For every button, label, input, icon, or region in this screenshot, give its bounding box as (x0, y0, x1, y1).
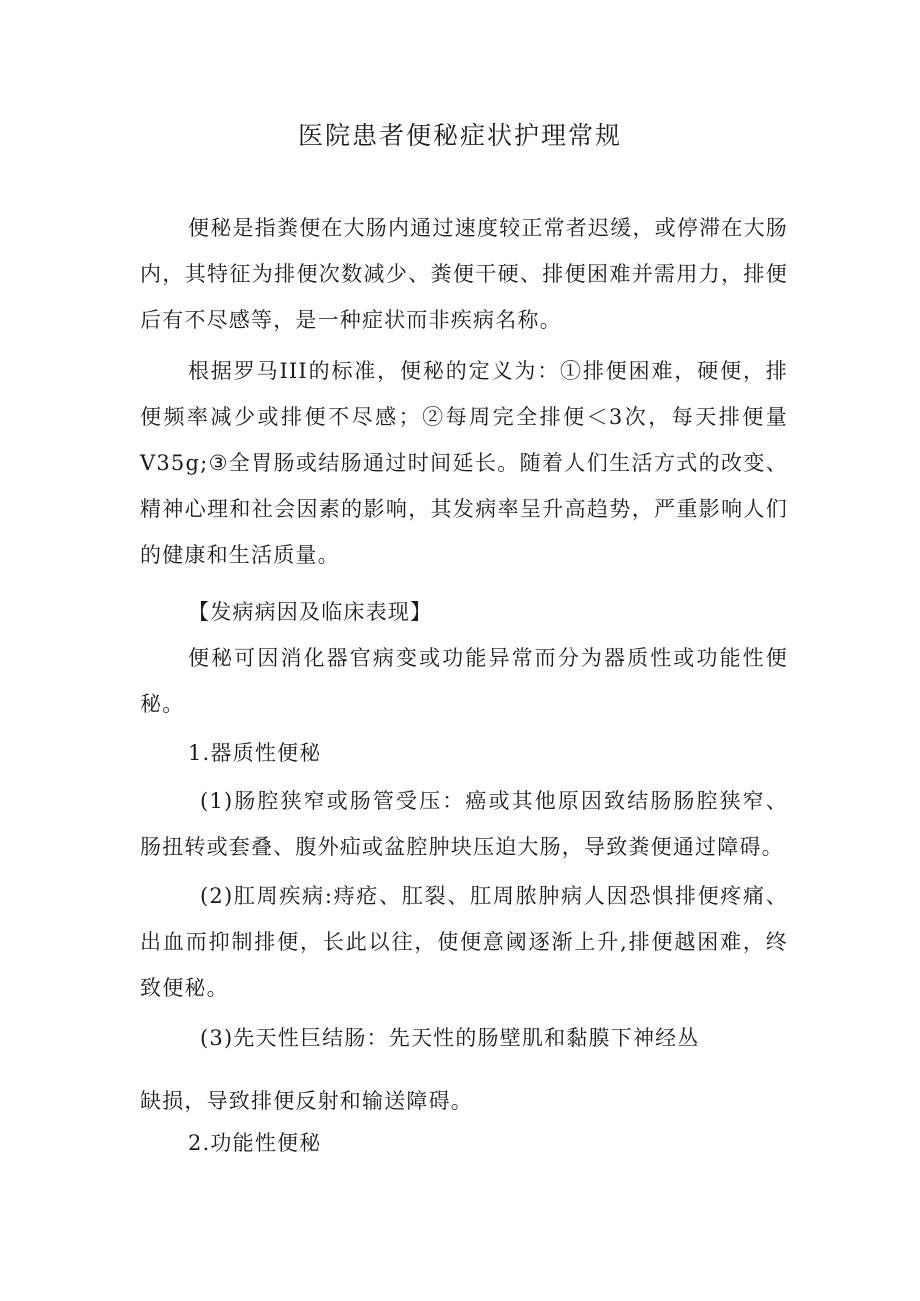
list-item-perianal: (2)肛周疾病:痔疮、肛裂、肛周脓肿病人因恐惧排便疼痛、出血而抑制排便，长此以往，使便意阈逐渐上升,排便越困难，终致便秘。 (140, 884, 788, 1000)
document-title: 医院患者便秘症状护理常规 (297, 121, 622, 150)
section-heading-causes: 【发病病因及临床表现】 (188, 600, 433, 624)
paragraph-definition: 便秘是指粪便在大肠内通过速度较正常者迟缓，或停滞在大肠内，其特征为排便次数减少、粪便干硬、排便困难并需用力，排便后有不尽感等，是一种症状而非疾病名称。 (140, 216, 788, 332)
list-item-stenosis: (1)肠腔狭窄或肠管受压：癌或其他原因致结肠肠腔狭窄、肠扭转或套叠、腹外疝或盆腔肿块压迫大肠，导致粪便通过障碍。 (140, 789, 788, 859)
list-item-megacolon: (3)先天性巨结肠：先天性的肠壁肌和黏膜下神经丛 (200, 1026, 700, 1050)
paragraph-rome-criteria: 根据罗马III的标准，便秘的定义为：①排便困难，硬便，排便频率减少或排便不尽感；②每周完全排便＜3次，每天排便量V35g;③全胃肠或结肠通过时间延长。随着人们生活方式的改变、精神心理和社会因素的影响，其发病率呈升高趋势，严重影响人们的健康和生活质量。 (140, 359, 788, 567)
subheading-functional: 2.功能性便秘 (188, 1131, 322, 1155)
paragraph-classification: 便秘可因消化器官病变或功能异常而分为器质性或功能性便秘。 (140, 646, 788, 716)
list-item-megacolon-continued: 缺损，导致排便反射和输送障碍。 (140, 1089, 473, 1113)
subheading-organic: 1.器质性便秘 (188, 741, 322, 765)
